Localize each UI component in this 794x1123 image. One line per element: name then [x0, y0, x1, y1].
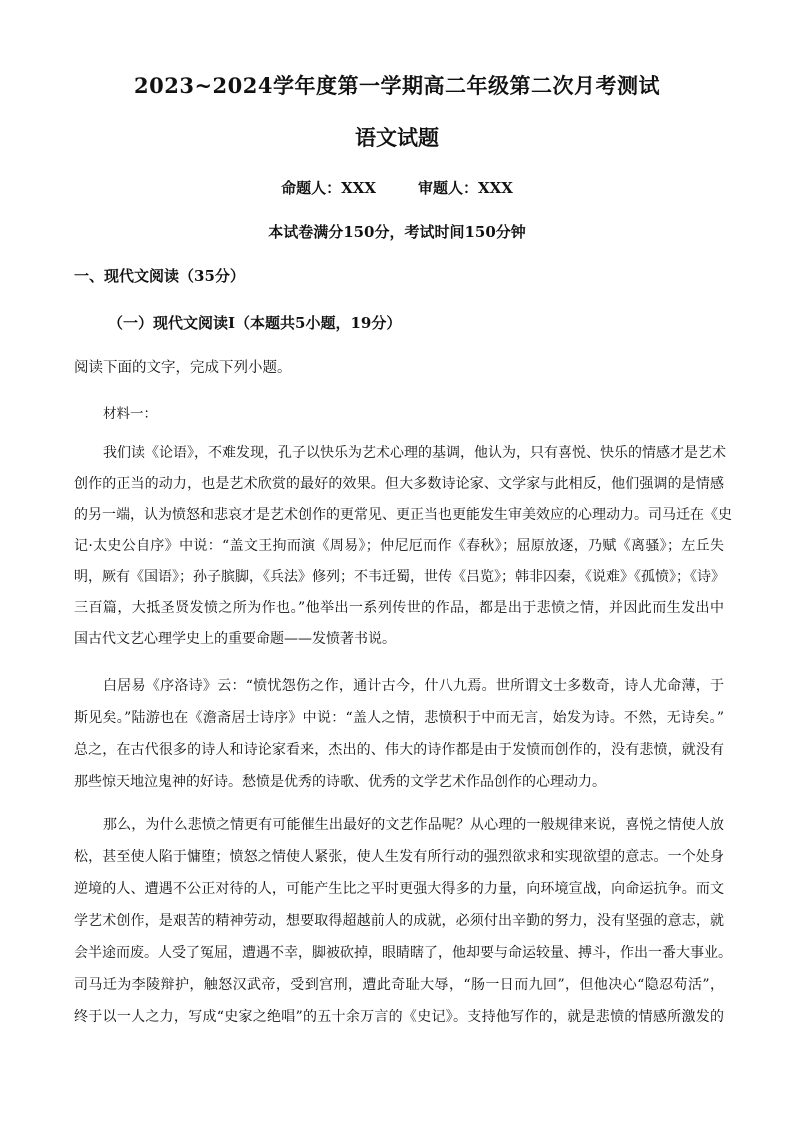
paragraph-line: 总之，在古代很多的诗人和诗论家看来，杰出的、伟大的诗作都是由于发愤而创作的，没有悲愤，就没有 [74, 742, 724, 758]
paragraph-line: 记·太史公自序》中说：“盖文王拘而演《周易》；仲尼厄而作《春秋》；屈原放逐，乃赋《离骚》；左丘失 [74, 538, 724, 554]
question-setter: 命题人：XXX [281, 179, 376, 197]
paragraph-line: 会半途而废。人受了冤屈，遭遇不幸，脚被砍掉，眼睛瞎了，他却要与命运较量、搏斗，作出一番大事业。 [74, 945, 732, 961]
reading-instruction: 阅读下面的文字，完成下列小题。 [74, 360, 292, 376]
question-reviewer: 审题人：XXX [418, 179, 513, 197]
paragraph-line: 终于以一人之力，写成“史家之绝唱”的五十余万言的《史记》。支持他写作的，就是悲愤的情感所激发的 [74, 1009, 724, 1025]
paragraph-line: 那些惊天地泣鬼神的好诗。愁愤是优秀的诗歌、优秀的文学艺术作品创作的心理动力。 [74, 774, 606, 790]
section-subheading: （一）现代文阅读Ⅰ（本题共5小题，19分） [108, 314, 402, 332]
paragraph-line: 学艺术创作，是艰苦的精神劳动，想要取得超越前人的成就，必须付出辛勤的努力，没有坚强的意志，就 [74, 913, 724, 929]
paragraph-line: 松，甚至使人陷于慵堕；愤怒之情使人紧张，使人生发有所行动的强烈欲求和实现欲望的意志。一个处身 [74, 849, 724, 865]
section-heading: 一、现代文阅读（35分） [74, 267, 245, 285]
paragraph-line: 那么，为什么悲愤之情更有可能催生出最好的文艺作品呢？从心理的一般规律来说，喜悦之情使人放 [103, 817, 724, 833]
exam-title: 2023~2024学年度第一学期高二年级第二次月考测试 [134, 73, 660, 98]
paragraph-line: 白居易《序洛诗》云：“愤忧怨伤之作，通计古今，什八九焉。世所谓文士多数奇，诗人尤命薄，于 [103, 678, 724, 694]
paragraph-line: 我们读《论语》，不难发现，孔子以快乐为艺术心理的基调，他认为，只有喜悦、快乐的情感才是艺术 [103, 445, 726, 461]
paragraph-line: 逆境的人、遭遇不公正对待的人，可能产生比之平时更强大得多的力量，向环境宣战，向命运抗争。而文 [74, 881, 724, 897]
paragraph-line: 创作的正当的动力，也是艺术欣赏的最好的效果。但大多数诗论家、文学家与此相反，他们强调的是情感 [74, 476, 724, 492]
exam-notice: 本试卷满分150分，考试时间150分钟 [268, 223, 526, 241]
paragraph-line: 的另一端，认为愤怒和悲哀才是艺术创作的更常见、更正当也更能发生审美效应的心理动力。司马迁在《史 [74, 507, 732, 523]
paragraph-line: 三百篇，大抵圣贤发愤之所为作也。”他举出一系列传世的作品，都是出于悲愤之情，并因此而生发出中 [74, 600, 724, 616]
paragraph-line: 国古代文艺心理学史上的重要命题——发愤著书说。 [74, 631, 396, 647]
exam-subtitle: 语文试题 [355, 125, 439, 150]
authors-line [0, 177, 794, 198]
paragraph-line: 斯见矣。”陆游也在《澹斋居士诗序》中说：“盖人之情，悲愤积于中而无言，始发为诗。不然，无诗矣。” [74, 710, 724, 726]
material-label: 材料一： [103, 406, 157, 422]
paragraph-line: 明，厥有《国语》；孙子膑脚，《兵法》修列；不韦迁蜀，世传《吕览》；韩非囚秦，《说难》《孤愤》；《诗》 [74, 569, 725, 585]
paragraph-line: 司马迁为李陵辩护，触怒汉武帝，受到宫刑，遭此奇耻大辱，“肠一日而九回”，但他决心“隐忍苟活”， [74, 977, 724, 993]
